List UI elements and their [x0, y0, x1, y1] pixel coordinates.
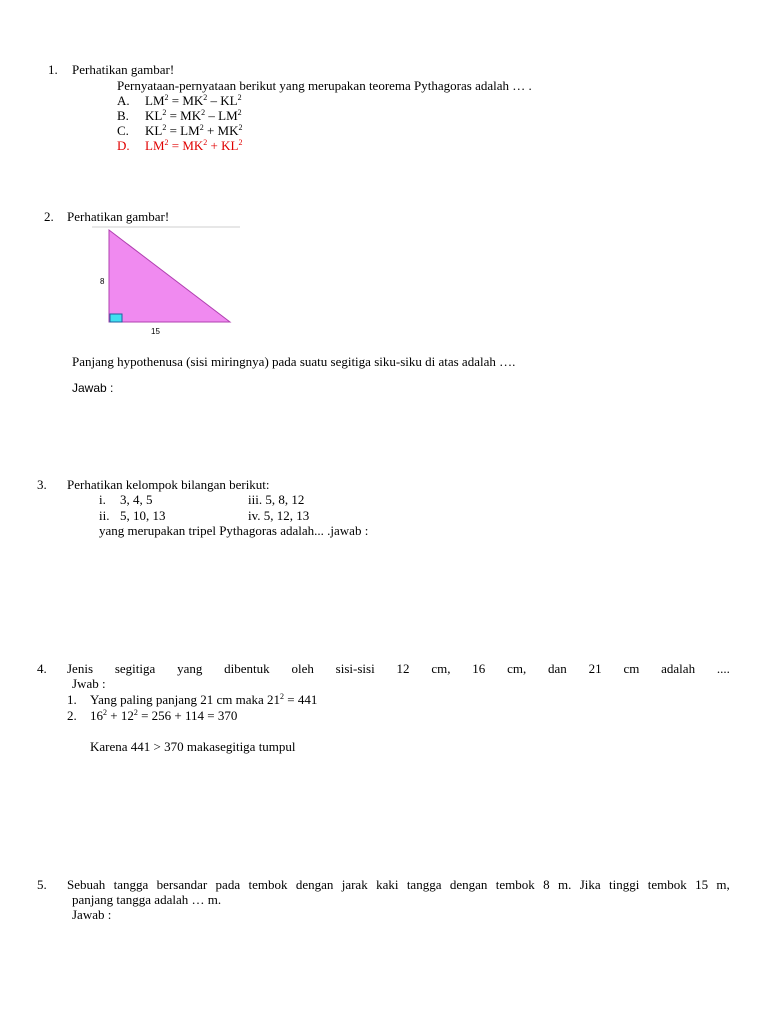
q2-question: Panjang hypothenusa (sisi miringnya) pada suatu segitiga siku-siku di atas adalah ….	[72, 354, 516, 369]
q3-item-ii: ii. 5, 10, 13	[99, 508, 166, 523]
q5-question: Sebuah tangga bersandar pada tembok dengan jarak kaki tangga dengan tembok 8 m. Jika tinggi tembok 15 m,	[67, 877, 730, 892]
q3-number: 3.	[37, 477, 47, 492]
height-label: 8	[100, 277, 105, 286]
q4-step-1: 1. Yang paling panjang 21 cm maka $21^2 = 441$	[67, 692, 318, 707]
q1-title: Perhatikan gambar!	[72, 62, 175, 77]
q1-option-b: B. $KL^2 = MK^2 - LM^2$	[117, 108, 242, 123]
q1-statement: Pernyataan-pernyataan berikut yang merupakan teorema Pythagoras adalah … .	[117, 78, 532, 93]
base-label: 15	[151, 327, 160, 336]
q4-number: 4.	[37, 661, 47, 676]
q3-item-iii: iii. 5, 8, 12	[248, 492, 305, 507]
q5-number: 5.	[37, 877, 47, 892]
option-letter: A.	[117, 93, 130, 108]
q4-conclusion: Karena 441 > 370 makasegitiga tumpul	[90, 739, 296, 754]
q2-title: Perhatikan gambar!	[67, 209, 170, 224]
q1-option-d-correct: D. $LM^2 = MK^2 + KL^2$	[117, 138, 243, 153]
q3-question: yang merupakan tripel Pythagoras adalah... .jawab :	[99, 523, 369, 538]
right-angle-marker	[110, 314, 122, 322]
q4-question: Jenis segitiga yang dibentuk oleh sisi-sisi 12 cm, 16 cm, dan 21 cm adalah ....	[67, 661, 730, 676]
q1-number: 1.	[48, 62, 58, 77]
q3-item-i: i. 3, 4, 5	[99, 492, 153, 507]
option-letter: C.	[117, 123, 129, 138]
right-triangle-figure	[92, 224, 252, 339]
triangle-shape	[109, 230, 230, 322]
q5-question-line2: panjang tangga adalah … m.	[72, 892, 222, 907]
option-letter: B.	[117, 108, 129, 123]
q4-step-2: 2. $16^2 + 12^2 = 256 + 114 = 370$	[67, 708, 238, 723]
q2-answer-label: Jawab :	[72, 381, 114, 395]
q2-number: 2.	[44, 209, 54, 224]
option-letter: D.	[117, 138, 130, 153]
q3-title: Perhatikan kelompok bilangan berikut:	[67, 477, 270, 492]
q5-answer-label: Jawab :	[72, 907, 112, 922]
q1-option-a: A. $LM^2 = MK^2 - KL^2$	[117, 93, 242, 108]
q1-option-c: C. $KL^2 = LM^2 + MK^2$	[117, 123, 243, 138]
q4-answer-label: Jwab :	[72, 676, 106, 691]
q3-item-iv: iv. 5, 12, 13	[248, 508, 310, 523]
